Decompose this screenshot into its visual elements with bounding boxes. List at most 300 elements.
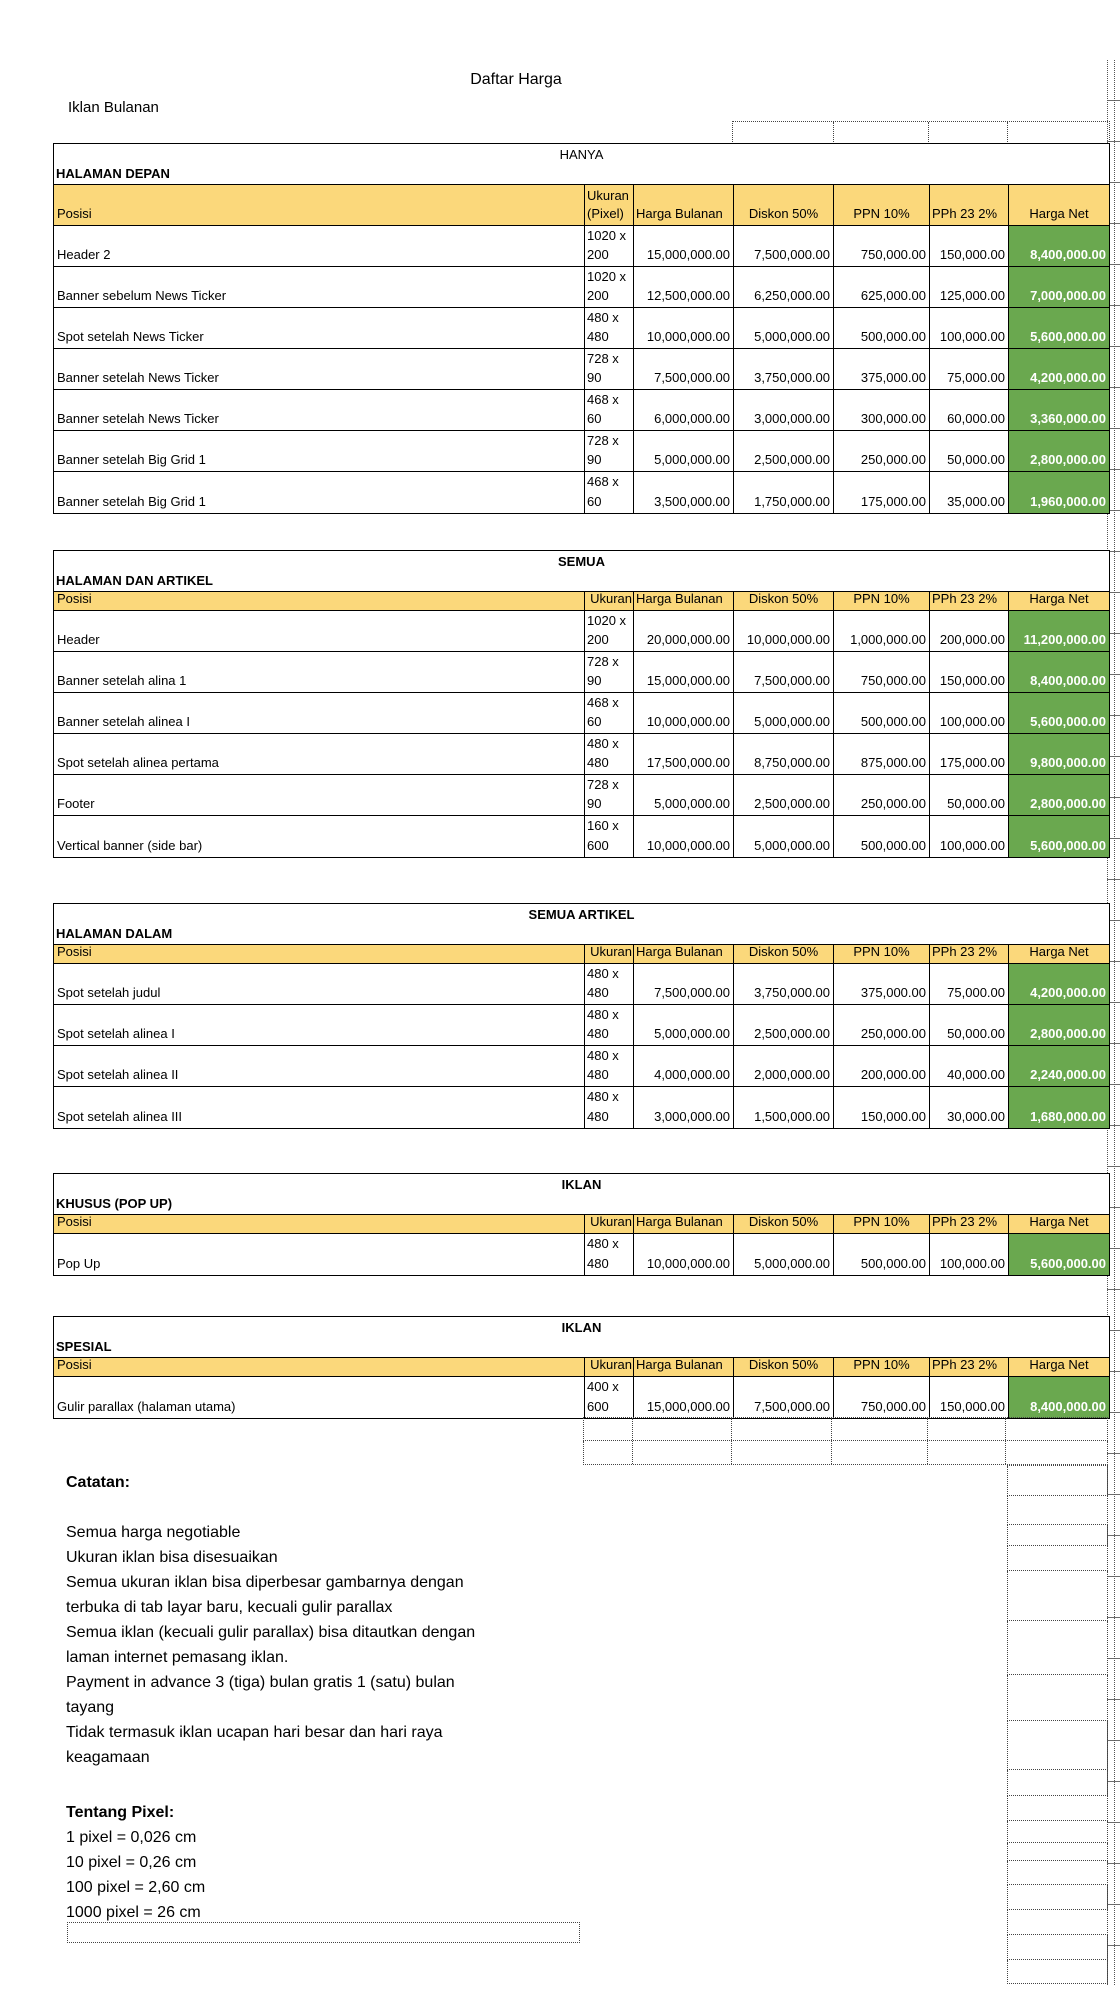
cell-harga-bulanan: 10,000,000.00 — [633, 693, 733, 733]
ukuran-line1: 480 x — [587, 1048, 619, 1063]
notes-line: tayang — [66, 1699, 115, 1716]
ukuran-line2: 600 — [587, 1399, 609, 1414]
cell-ppn: 250,000.00 — [833, 775, 929, 815]
column-header-posisi: Posisi — [54, 945, 584, 963]
cell-ppn: 500,000.00 — [833, 693, 929, 733]
column-header-pph: PPh 23 2% — [929, 185, 1008, 225]
ukuran-line1: 480 x — [587, 1089, 619, 1104]
cell-posisi: Gulir parallax (halaman utama) — [57, 1399, 236, 1414]
cell-ppn: 200,000.00 — [833, 1046, 929, 1086]
empty-grid-row — [583, 1441, 1108, 1465]
column-header-row — [54, 591, 1109, 611]
cell-posisi: Header — [57, 632, 100, 647]
cell-ppn: 875,000.00 — [833, 734, 929, 774]
cell-harga-bulanan: 6,000,000.00 — [633, 390, 733, 430]
cell-posisi: Vertical banner (side bar) — [57, 838, 203, 853]
ukuran-line2: 480 — [587, 329, 609, 344]
cell-ukuran — [584, 964, 633, 1004]
notes-line: Payment in advance 3 (tiga) bulan gratis 1 (satu) bulan — [66, 1674, 455, 1691]
cell-ukuran — [584, 1046, 633, 1086]
cell-posisi: Banner setelah alina 1 — [57, 673, 187, 688]
cell-diskon: 6,250,000.00 — [733, 267, 833, 307]
empty-grid-cell — [929, 122, 1008, 144]
cell-diskon: 7,500,000.00 — [733, 652, 833, 692]
table-title-line1: SEMUA — [558, 554, 605, 569]
column-header-diskon: Diskon 50% — [733, 1358, 833, 1376]
price-table — [53, 1316, 1110, 1419]
notes-line: Tidak termasuk iklan ucapan hari besar dan hari raya — [66, 1724, 443, 1741]
table-rows — [54, 611, 1109, 857]
empty-grid-cell — [1007, 1861, 1108, 1885]
ukuran-line2: 480 — [587, 1109, 609, 1124]
column-header-posisi: Posisi — [54, 1358, 584, 1376]
page-break-gridline — [1114, 60, 1115, 1985]
cell-diskon: 5,000,000.00 — [733, 1234, 833, 1275]
empty-grid-cell — [1007, 1885, 1108, 1910]
cell-harga-net: 5,600,000.00 — [1008, 308, 1109, 348]
cell-harga-bulanan: 15,000,000.00 — [633, 226, 733, 266]
cell-posisi: Header 2 — [57, 247, 111, 262]
empty-grid-cell — [1007, 1796, 1108, 1821]
cell-pph: 40,000.00 — [929, 1046, 1008, 1086]
cell-ukuran — [584, 816, 633, 857]
cell-posisi: Pop Up — [57, 1256, 101, 1271]
cell-diskon: 2,500,000.00 — [733, 775, 833, 815]
cell-harga-net: 11,200,000.00 — [1008, 611, 1109, 651]
cell-ukuran — [584, 308, 633, 348]
cell-posisi: Spot setelah judul — [57, 985, 161, 1000]
ukuran-line1: 480 x — [587, 966, 619, 981]
cell-diskon: 1,750,000.00 — [733, 472, 833, 513]
empty-grid-cell — [1007, 1496, 1108, 1525]
ukuran-line1: 468 x — [587, 474, 619, 489]
cell-diskon: 5,000,000.00 — [733, 693, 833, 733]
column-header-row — [54, 1214, 1109, 1234]
cell-ppn: 250,000.00 — [833, 1005, 929, 1045]
cell-ukuran — [584, 775, 633, 815]
cell-harga-bulanan: 5,000,000.00 — [633, 1005, 733, 1045]
price-table — [53, 550, 1110, 858]
cell-harga-net: 7,000,000.00 — [1008, 267, 1109, 307]
column-header-harga-bulanan: Harga Bulanan — [633, 1215, 733, 1233]
column-header-harga-net: Harga Net — [1008, 945, 1109, 963]
cell-harga-bulanan: 7,500,000.00 — [633, 349, 733, 389]
page-title: Daftar Harga — [470, 71, 562, 88]
ukuran-line2: 200 — [587, 632, 609, 647]
pixel-info-section — [66, 1800, 205, 1925]
empty-grid-cell — [1008, 122, 1109, 144]
table-title — [54, 1174, 1109, 1214]
table-row — [54, 1234, 1109, 1275]
pixel-info-line: 1000 pixel = 26 cm — [66, 1904, 201, 1921]
cell-harga-bulanan: 12,500,000.00 — [633, 267, 733, 307]
table-rows — [54, 226, 1109, 513]
table-row — [54, 308, 1109, 349]
notes-line: Semua ukuran iklan bisa diperbesar gambarnya dengan — [66, 1574, 464, 1591]
notes-line: keagamaan — [66, 1749, 150, 1766]
cell-diskon: 3,750,000.00 — [733, 964, 833, 1004]
cell-pph: 100,000.00 — [929, 1234, 1008, 1275]
cell-ukuran — [584, 431, 633, 471]
cell-harga-net: 8,400,000.00 — [1008, 652, 1109, 692]
cell-pph: 75,000.00 — [929, 964, 1008, 1004]
cell-harga-net: 1,680,000.00 — [1008, 1087, 1109, 1128]
cell-posisi: Banner setelah Big Grid 1 — [57, 452, 206, 467]
column-header-ppn: PPN 10% — [833, 1358, 929, 1376]
empty-grid-row — [583, 1417, 1108, 1441]
cell-diskon: 5,000,000.00 — [733, 308, 833, 348]
table-rows — [54, 1377, 1109, 1418]
column-header-harga-bulanan: Harga Bulanan — [633, 1358, 733, 1376]
pixel-info-lines — [66, 1825, 205, 1925]
price-table — [53, 143, 1110, 514]
cell-diskon: 8,750,000.00 — [733, 734, 833, 774]
column-header-posisi: Posisi — [54, 1215, 584, 1233]
empty-grid-cell — [633, 1418, 733, 1440]
table-title-line2: HALAMAN DEPAN — [56, 166, 170, 181]
cell-pph: 75,000.00 — [929, 349, 1008, 389]
cell-diskon: 7,500,000.00 — [733, 226, 833, 266]
cell-diskon: 2,500,000.00 — [733, 431, 833, 471]
ukuran-line1: 468 x — [587, 392, 619, 407]
cell-ppn: 175,000.00 — [833, 472, 929, 513]
cell-ukuran — [584, 693, 633, 733]
ukuran-line1: 468 x — [587, 695, 619, 710]
cell-pph: 50,000.00 — [929, 1005, 1008, 1045]
table-title-line2: HALAMAN DAN ARTIKEL — [56, 573, 213, 588]
empty-grid-cell — [1007, 1843, 1108, 1861]
empty-grid-cell — [832, 1418, 928, 1440]
cell-harga-bulanan: 4,000,000.00 — [633, 1046, 733, 1086]
cell-harga-net: 2,800,000.00 — [1008, 1005, 1109, 1045]
cell-ukuran — [584, 1087, 633, 1128]
column-header-harga-net: Harga Net — [1008, 185, 1109, 225]
ukuran-line2: 60 — [587, 411, 602, 426]
column-header-row — [54, 944, 1109, 964]
table-title-line2: SPESIAL — [56, 1339, 112, 1354]
cell-posisi: Footer — [57, 796, 95, 811]
column-header-ukuran: Ukuran — [584, 592, 633, 610]
cell-ukuran — [584, 349, 633, 389]
ukuran-line2: 90 — [587, 673, 602, 688]
table-row — [54, 1087, 1109, 1128]
table-title-line1: IKLAN — [561, 1177, 602, 1192]
cell-pph: 200,000.00 — [929, 611, 1008, 651]
empty-grid-cell — [1007, 1675, 1108, 1721]
cell-ppn: 750,000.00 — [833, 226, 929, 266]
cell-ukuran — [584, 611, 633, 651]
cell-posisi: Spot setelah alinea pertama — [57, 755, 219, 770]
empty-grid-cell — [1006, 1441, 1107, 1464]
ukuran-line1: 480 x — [587, 736, 619, 751]
ukuran-line1: 480 x — [587, 1007, 619, 1022]
empty-grid-rows-below-tables — [583, 1417, 1108, 1465]
cell-ppn: 750,000.00 — [833, 652, 929, 692]
table-title-line2: KHUSUS (POP UP) — [56, 1196, 173, 1211]
cell-diskon: 7,500,000.00 — [733, 1377, 833, 1418]
empty-grid-cell — [732, 1441, 832, 1464]
cell-diskon: 10,000,000.00 — [733, 611, 833, 651]
cell-ukuran — [584, 652, 633, 692]
cell-harga-bulanan: 5,000,000.00 — [633, 775, 733, 815]
cell-pph: 150,000.00 — [929, 652, 1008, 692]
table-rows — [54, 964, 1109, 1128]
column-header-pph: PPh 23 2% — [929, 1215, 1008, 1233]
notes-line: Semua iklan (kecuali gulir parallax) bisa ditautkan dengan — [66, 1624, 476, 1641]
cell-harga-net: 4,200,000.00 — [1008, 964, 1109, 1004]
column-header-ppn: PPN 10% — [833, 185, 929, 225]
cell-harga-net: 3,360,000.00 — [1008, 390, 1109, 430]
cell-ppn: 750,000.00 — [833, 1377, 929, 1418]
empty-grid-cell-bottom — [67, 1922, 580, 1943]
cell-posisi: Banner setelah News Ticker — [57, 370, 219, 385]
column-header-row — [54, 1357, 1109, 1377]
cell-ukuran — [584, 390, 633, 430]
ukuran-line2: 600 — [587, 838, 609, 853]
cell-pph: 35,000.00 — [929, 472, 1008, 513]
table-row — [54, 349, 1109, 390]
column-header-posisi: Posisi — [54, 185, 584, 225]
empty-grid-cell — [732, 1418, 832, 1440]
page-subtitle: Iklan Bulanan — [68, 99, 159, 116]
notes-line: terbuka di tab layar baru, kecuali gulir parallax — [66, 1599, 393, 1616]
cell-diskon: 5,000,000.00 — [733, 816, 833, 857]
ukuran-line1: 728 x — [587, 351, 619, 366]
table-row — [54, 775, 1109, 816]
cell-diskon: 3,750,000.00 — [733, 349, 833, 389]
ukuran-line1: 1020 x — [587, 613, 627, 628]
notes-section — [66, 1470, 475, 1770]
cell-pph: 125,000.00 — [929, 267, 1008, 307]
cell-pph: 50,000.00 — [929, 431, 1008, 471]
cell-harga-bulanan: 10,000,000.00 — [633, 1234, 733, 1275]
empty-grid-cell — [1007, 1821, 1108, 1843]
ukuran-line2: 480 — [587, 755, 609, 770]
empty-grid-cell — [832, 1441, 928, 1464]
pixel-info-heading: Tentang Pixel: — [66, 1804, 175, 1821]
ukuran-line2: 480 — [587, 1026, 609, 1041]
column-header-posisi: Posisi — [54, 592, 584, 610]
notes-line: Semua harga negotiable — [66, 1524, 241, 1541]
empty-grid-cell — [928, 1441, 1007, 1464]
ukuran-line1: 728 x — [587, 433, 619, 448]
cell-ppn: 250,000.00 — [833, 431, 929, 471]
column-header-harga-net: Harga Net — [1008, 1215, 1109, 1233]
notes-lines — [66, 1520, 475, 1770]
cell-ukuran — [584, 1234, 633, 1275]
cell-posisi: Banner setelah Big Grid 1 — [57, 494, 206, 509]
column-header-ukuran: Ukuran (Pixel) — [584, 185, 633, 225]
ukuran-line2: 60 — [587, 714, 602, 729]
cell-posisi: Spot setelah alinea III — [57, 1109, 183, 1124]
table-title — [54, 551, 1109, 591]
cell-harga-net: 2,800,000.00 — [1008, 775, 1109, 815]
ukuran-line2: 200 — [587, 288, 609, 303]
column-header-row — [54, 184, 1109, 226]
ukuran-line1: 480 x — [587, 310, 619, 325]
empty-grid-cell — [1007, 1621, 1108, 1675]
cell-pph: 50,000.00 — [929, 775, 1008, 815]
empty-grid-cell — [584, 1418, 633, 1440]
cell-posisi: Banner setelah alinea I — [57, 714, 190, 729]
cell-posisi: Spot setelah News Ticker — [57, 329, 204, 344]
column-header-pph: PPh 23 2% — [929, 592, 1008, 610]
notes-line: laman internet pemasang iklan. — [66, 1649, 289, 1666]
column-header-ppn: PPN 10% — [833, 945, 929, 963]
ukuran-line2: 480 — [587, 1256, 609, 1271]
empty-grid-cell — [1007, 1721, 1108, 1770]
column-header-diskon: Diskon 50% — [733, 945, 833, 963]
column-header-harga-net: Harga Net — [1008, 1358, 1109, 1376]
cell-pph: 150,000.00 — [929, 1377, 1008, 1418]
table-row — [54, 226, 1109, 267]
ukuran-line2: 200 — [587, 247, 609, 262]
cell-harga-bulanan: 20,000,000.00 — [633, 611, 733, 651]
ukuran-line2: 480 — [587, 985, 609, 1000]
empty-grid-cell — [834, 122, 929, 144]
column-header-pph: PPh 23 2% — [929, 945, 1008, 963]
table-row — [54, 267, 1109, 308]
column-header-harga-net: Harga Net — [1008, 592, 1109, 610]
cell-posisi: Spot setelah alinea II — [57, 1067, 179, 1082]
cell-ppn: 300,000.00 — [833, 390, 929, 430]
column-header-harga-bulanan: Harga Bulanan — [633, 185, 733, 225]
table-row — [54, 816, 1109, 857]
table-title-line1: IKLAN — [561, 1320, 602, 1335]
empty-grid-cell — [1007, 1525, 1108, 1546]
cell-harga-net: 9,800,000.00 — [1008, 734, 1109, 774]
cell-harga-net: 2,800,000.00 — [1008, 431, 1109, 471]
cell-ukuran — [584, 1005, 633, 1045]
cell-posisi: Spot setelah alinea I — [57, 1026, 175, 1041]
cell-ppn: 500,000.00 — [833, 308, 929, 348]
ukuran-line1: 1020 x — [587, 269, 627, 284]
empty-grid-cell — [928, 1418, 1007, 1440]
pixel-info-line: 100 pixel = 2,60 cm — [66, 1879, 206, 1896]
empty-grid-cell — [1006, 1418, 1107, 1440]
notes-line: Ukuran iklan bisa disesuaikan — [66, 1549, 278, 1566]
ukuran-line1: 480 x — [587, 1236, 619, 1251]
ukuran-line2: 480 — [587, 1067, 609, 1082]
ukuran-line2: 60 — [587, 494, 602, 509]
table-title — [54, 144, 1109, 184]
column-header-diskon: Diskon 50% — [733, 185, 833, 225]
empty-grid-cell — [1007, 1935, 1108, 1960]
cell-harga-net: 8,400,000.00 — [1008, 1377, 1109, 1418]
cell-ukuran — [584, 1377, 633, 1418]
cell-ppn: 1,000,000.00 — [833, 611, 929, 651]
table-row — [54, 652, 1109, 693]
cell-pph: 60,000.00 — [929, 390, 1008, 430]
ukuran-line2: 90 — [587, 370, 602, 385]
table-title-line1: HANYA — [559, 147, 604, 162]
column-header-harga-bulanan: Harga Bulanan — [633, 592, 733, 610]
cell-pph: 100,000.00 — [929, 693, 1008, 733]
table-title — [54, 1317, 1109, 1357]
cell-harga-net: 4,200,000.00 — [1008, 349, 1109, 389]
cell-harga-net: 5,600,000.00 — [1008, 1234, 1109, 1275]
cell-harga-bulanan: 17,500,000.00 — [633, 734, 733, 774]
cell-harga-bulanan: 10,000,000.00 — [633, 308, 733, 348]
ukuran-line1: 1020 x — [587, 228, 627, 243]
price-table — [53, 1173, 1110, 1276]
cell-pph: 30,000.00 — [929, 1087, 1008, 1128]
cell-posisi: Banner setelah News Ticker — [57, 411, 219, 426]
ukuran-line1: 400 x — [587, 1379, 619, 1394]
cell-pph: 100,000.00 — [929, 816, 1008, 857]
cell-harga-bulanan: 3,000,000.00 — [633, 1087, 733, 1128]
table-rows — [54, 1234, 1109, 1275]
cell-ukuran — [584, 267, 633, 307]
cell-posisi: Banner sebelum News Ticker — [57, 288, 227, 303]
cell-harga-net: 5,600,000.00 — [1008, 816, 1109, 857]
ukuran-line2: 90 — [587, 796, 602, 811]
column-header-ukuran: Ukuran — [584, 945, 633, 963]
cell-harga-net: 5,600,000.00 — [1008, 693, 1109, 733]
column-header-ukuran: Ukuran — [584, 1215, 633, 1233]
empty-grid-column-harga-net — [1007, 1465, 1108, 1984]
ukuran-line1: 728 x — [587, 654, 619, 669]
table-row — [54, 693, 1109, 734]
cell-ukuran — [584, 226, 633, 266]
column-header-diskon: Diskon 50% — [733, 592, 833, 610]
notes-heading: Catatan: — [66, 1474, 131, 1491]
ukuran-line1: 160 x — [587, 818, 619, 833]
table-row — [54, 734, 1109, 775]
column-header-ppn: PPN 10% — [833, 1215, 929, 1233]
cell-diskon: 3,000,000.00 — [733, 390, 833, 430]
cell-pph: 150,000.00 — [929, 226, 1008, 266]
table-row — [54, 1377, 1109, 1418]
pixel-info-line: 10 pixel = 0,26 cm — [66, 1854, 197, 1871]
table-row — [54, 390, 1109, 431]
cell-harga-net: 1,960,000.00 — [1008, 472, 1109, 513]
table-row — [54, 611, 1109, 652]
ukuran-line1: 728 x — [587, 777, 619, 792]
cell-diskon: 2,000,000.00 — [733, 1046, 833, 1086]
empty-grid-cell — [584, 1441, 633, 1464]
column-header-pph: PPh 23 2% — [929, 1358, 1008, 1376]
cell-ppn: 500,000.00 — [833, 816, 929, 857]
cell-pph: 100,000.00 — [929, 308, 1008, 348]
empty-grid-cell — [1007, 1546, 1108, 1571]
cell-ppn: 625,000.00 — [833, 267, 929, 307]
table-title-line2: HALAMAN DALAM — [56, 926, 173, 941]
price-table — [53, 903, 1110, 1129]
cell-diskon: 2,500,000.00 — [733, 1005, 833, 1045]
table-title — [54, 904, 1109, 944]
cell-harga-bulanan: 7,500,000.00 — [633, 964, 733, 1004]
cell-harga-bulanan: 15,000,000.00 — [633, 652, 733, 692]
cell-pph: 175,000.00 — [929, 734, 1008, 774]
column-header-ukuran: Ukuran — [584, 1358, 633, 1376]
ukuran-line2: 90 — [587, 452, 602, 467]
cell-harga-bulanan: 5,000,000.00 — [633, 431, 733, 471]
table-row — [54, 431, 1109, 472]
cell-ppn: 500,000.00 — [833, 1234, 929, 1275]
table-title-line1: SEMUA ARTIKEL — [528, 907, 635, 922]
cell-harga-bulanan: 15,000,000.00 — [633, 1377, 733, 1418]
empty-grid-cell — [633, 1441, 733, 1464]
cell-ppn: 375,000.00 — [833, 964, 929, 1004]
empty-grid-cell — [1007, 1910, 1108, 1935]
empty-grid-cell — [1007, 1571, 1108, 1621]
cell-ppn: 150,000.00 — [833, 1087, 929, 1128]
empty-grid-cell — [1007, 1770, 1108, 1796]
empty-grid-cell — [1007, 1466, 1108, 1496]
table-row — [54, 1005, 1109, 1046]
cell-harga-bulanan: 3,500,000.00 — [633, 472, 733, 513]
